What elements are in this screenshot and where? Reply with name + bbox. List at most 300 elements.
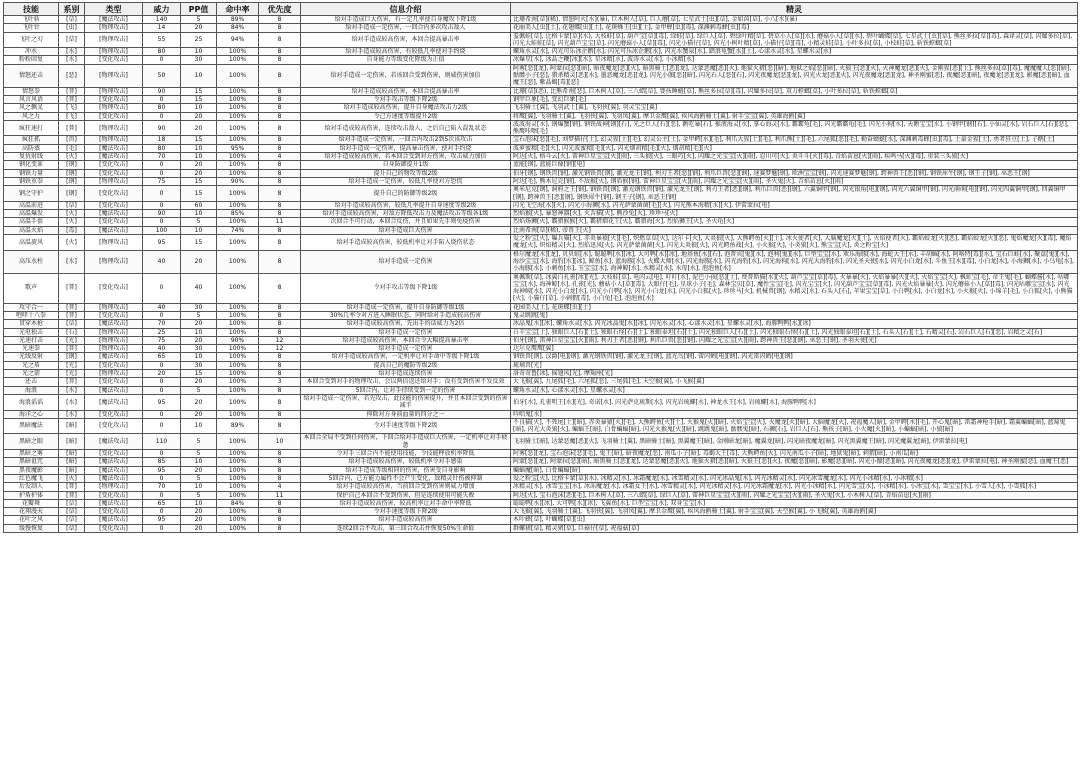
skill-pp: 10 — [181, 104, 217, 112]
skill-description: 给对手造成较高伤害，较低机率令对手感染 — [301, 458, 511, 466]
skill-accuracy: 100% — [217, 474, 259, 482]
skill-power: 90 — [143, 210, 181, 218]
skill-type: [草] — [59, 16, 85, 24]
skill-sprites: 烈焰炀狮[火], 霸猎猴猴[火], 霸猎烟花王[火], 霸猎海[火], 烈焰狮王[火], 圣火龟[火] — [511, 218, 1078, 226]
skill-sprites: 格尔魔龙[水][龙], 贝贝蛙[水], 聪聪鸭[水][冰], 大可鸭[水][冰], 地基鱼[水][石], 泡普宾[鬼][水], 泡利[鬼][水], 巨型宝宝[水], 欢乐海豚[水], 海蛇大王[水], 丰胡鳐[水], 阿咯特[毒][水], 宝石巨蛙[水], 聚盒[鬼][水], 海沙宝宝[水], 海豹[水][冰], 鲸鱼[水], 蓝海豚[水], 火蝶大师[水], 闪光海豚[水], 闪光海豹[水], 闪光海狗[水], 闪光大海豹[水], 闪光圣天使[水], 闪光小白龙[水], 斗鱼王[水][毒], 小白龙[水], 小海狮[水], 小乌龟[水], 小海豚[水], 小刺鱼[水], 玉宝宝[水], 海神鲸[水], 水精灵[水], 水母[水], 泡泡鱼[水] — [511, 250, 1078, 273]
skill-description: 连续2回合不攻击，第三回合攻击并恢复50%生命值 — [301, 524, 511, 532]
skill-accuracy: 100% — [217, 250, 259, 273]
skill-category: [变化攻击] — [85, 410, 143, 418]
skill-accuracy: 100% — [217, 136, 259, 144]
skill-description: 令对手速度等级下降2级 — [301, 508, 511, 516]
skill-pp: 60 — [181, 201, 217, 209]
skill-power: 95 — [143, 516, 181, 524]
skill-sprites: 大飞猴[翼], 飞羽骑士[翼], 飞羽侠[翼], 飞羽凤[翼], 摩卫金鹰[翼], 疾风海鸥骑士[翼], 射手宝宝[翼], 天空猴[翼], 小飞猴[翼], 英雄海鸥[翼] — [511, 508, 1078, 516]
table-row — [4, 410, 1078, 418]
skill-accuracy: 100% — [217, 201, 259, 209]
skill-category: [魔法攻击] — [85, 144, 143, 152]
skill-category: [变化攻击] — [85, 418, 143, 434]
skill-sprites: 钢铁兽[钢], 汉爵[电][钢], 激光钢铁兽[钢], 激光龙王[钢], 蓝光鸟[钢], 雷闪鹤[电][钢], 闪光雷闪鹤[电][钢] — [511, 353, 1078, 361]
skill-description: 次回合不可行动，本回合反伤，并且如果先手则免疫伤害 — [301, 218, 511, 226]
skill-pp: 10 — [181, 418, 217, 434]
skill-description: 给对手造成较高伤害，连续攻击敌人，之后自己陷入混乱状态 — [301, 120, 511, 136]
skill-category: [魔法攻击] — [85, 386, 143, 394]
skill-type: [飞] — [59, 104, 85, 112]
skill-type: [草] — [59, 201, 85, 209]
header-skill: 技能 — [4, 3, 59, 16]
skill-priority: 12 — [259, 345, 301, 353]
skill-name: 高压水柱 — [4, 250, 59, 273]
skill-category: [物理攻击] — [85, 120, 143, 136]
skill-accuracy: 100% — [217, 104, 259, 112]
table-row — [4, 104, 1078, 112]
table-row — [4, 169, 1078, 177]
skill-description: 给对手造成较高伤害 — [301, 516, 511, 524]
skill-power: 0 — [143, 474, 181, 482]
skill-type: [毛] — [59, 144, 85, 152]
skill-power: 0 — [143, 386, 181, 394]
skill-name: 光之箭 — [4, 370, 59, 378]
skill-pp: 20 — [181, 24, 217, 32]
skill-sprites: 波波海灵[水], 钢爆蟹[钢], 钢铁战神[钢][石], 光之巨人[石][恶], 鹅吃暴[石], 猴液海灵[水], 掌心海灵[水], 霸霸龟[毛], 闪光霸霸龟[毛], 闪光小狗[水], 天鹅宝宝[水], 小钢甲[钢][石], 小仙灵[水], 岩石巨人[石][恶], 熊鹰咔嚓[毛] — [511, 120, 1078, 136]
skill-category: [物理攻击] — [85, 32, 143, 48]
skill-category: [物理攻击] — [85, 345, 143, 353]
skill-category: [魔法攻击] — [85, 16, 143, 24]
skill-description: 给对手造成一定伤害，较低几率使对方恐慌 — [301, 177, 511, 185]
skill-name: 护盾护体 — [4, 491, 59, 499]
skill-sprites: 花丽美人[虫][土], 花翅蝶[虫][土], 花斑蛛王[虫][土], 金甲蝉[虫][毒], 深渊刺毒蜂[虫][毒] — [511, 24, 1078, 32]
skill-power: 25 — [143, 328, 181, 336]
skill-priority: 8 — [259, 370, 301, 378]
skill-power: 0 — [143, 491, 181, 499]
skill-type: [暗] — [59, 418, 85, 434]
skill-priority: 8 — [259, 394, 301, 410]
skill-sprites: 群螺猪[草], 精灵猪[草], 巨菇仔[草], 祝福菇[草] — [511, 524, 1078, 532]
skill-accuracy: 89% — [217, 418, 259, 434]
table-row — [4, 112, 1078, 120]
skill-sprites: 爱之粉宝[火], 曝兵猫[火], 赤炎暴猿[火][毛], 炽燃草草[火], 达尔卡[火], 大炎狼[火], 大熊鳄鱼[火][土], 冰火使者[火], 大脑魔龙[火][土], 火焰使者[火], 霸焰蛟龙[火][恶], 霸焰蛟龙[火][恶], 鬼焰魔龙[火][毒], 魔焰魔龙[火], 炽焰精灵[火], 烈焰迅风[火], 闪光萨蒙菌菌[火], 闪光大炎狼[火], 闪光鳄鱼战[火], 小火猴[火], 小炎狼[火], 熊宝宝[火], 炎之粉宝[火] — [511, 235, 1078, 251]
skill-accuracy: 100% — [217, 353, 259, 361]
skill-priority: 8 — [259, 64, 301, 87]
skill-description: 给对手造成连续伤害 — [301, 370, 511, 378]
table-row — [4, 32, 1078, 48]
skill-name: 花叶之风 — [4, 516, 59, 524]
skill-pp: 20 — [181, 336, 217, 344]
skill-accuracy: 100% — [217, 64, 259, 87]
table-row — [4, 95, 1078, 103]
skill-priority: 8 — [259, 418, 301, 434]
skill-sprites: 阿雾[恶][龙], 宝石泡沫[恶][毛], 鬼王[暗], 暗夜魔龙[恶], 南瓜小子[暗], 毒蝎大王[毒], 大熊鳄鱼[火], 闪光南瓜小子[暗], 地狱鬼[暗], 刺猬[暗], 小南瓜[暗] — [511, 450, 1078, 458]
skill-name: 黑暗之雾 — [4, 450, 59, 458]
skill-sprites: 冰晶鬼[水][冰], 螺角水灵[水], 闪光冰晶鬼[水][冰], 闪光水灵[水], 心漾水灵[水], 星螺水灵[水], 海豚鸭鸭[水][冰] — [511, 320, 1078, 328]
skill-name: 还击 — [4, 378, 59, 386]
skill-priority: 8 — [259, 48, 301, 56]
skill-category: [物理攻击] — [85, 250, 143, 273]
skill-category: [变化攻击] — [85, 169, 143, 177]
skill-type: [火] — [59, 474, 85, 482]
skill-power: 65 — [143, 499, 181, 507]
skill-description: 自身能力等级变化降级为正值 — [301, 56, 511, 64]
skill-pp: 10 — [181, 144, 217, 152]
skill-sprites: 阿达[毛], 熊木尼克[钢], 不敌猴[火], 钢盾猴[钢], 雷神巨星宝宝[火][雨], 闪耀之光宝宝[火][雨], 圣火鬼[火], 青焰苗崽[火][雨] — [511, 177, 1078, 185]
skill-type: [钢] — [59, 353, 85, 361]
skill-sprites: 飞羽骑士[翼], 飞羽武士[翼], 飞羽侠[翼], 羽灵宝宝[翼] — [511, 104, 1078, 112]
skill-pp: 40 — [181, 273, 217, 303]
skill-name: 黑暗魔法 — [4, 418, 59, 434]
skill-pp: 15 — [181, 87, 217, 95]
skill-name: 海浪滔滔 — [4, 394, 59, 410]
skill-type: [兽] — [59, 136, 85, 144]
table-row — [4, 378, 1078, 386]
skill-accuracy: 95% — [217, 144, 259, 152]
skill-priority: 8 — [259, 201, 301, 209]
skill-name: 咆哮十八拳 — [4, 311, 59, 319]
skill-name: 粉粉回复 — [4, 56, 59, 64]
skill-type: [钢] — [59, 169, 85, 177]
table-row — [4, 177, 1078, 185]
skill-type: [水] — [59, 410, 85, 418]
skill-type: [钢] — [59, 177, 85, 185]
skill-pp: 5 — [181, 311, 217, 319]
skill-name: 光线反射 — [4, 353, 59, 361]
skill-priority: 8 — [259, 466, 301, 474]
skill-type: [光] — [59, 336, 85, 344]
skill-name: 缓慢恢复 — [4, 524, 59, 532]
skill-description: 给对手造成一定伤害，提升自身防御等级1级 — [301, 303, 511, 311]
skill-name: 高温爆发 — [4, 210, 59, 218]
skill-description: 5回合内，己方能力属性不会产生变化，敌精灵针伤被抑制 — [301, 474, 511, 482]
skill-category: [变化攻击] — [85, 161, 143, 169]
skill-type: [草] — [59, 508, 85, 516]
header-pp: PP值 — [181, 3, 217, 16]
skill-description: 给对手造成较高伤害，提升自身魔法攻击力2级 — [301, 104, 511, 112]
skill-accuracy: 100% — [217, 273, 259, 303]
skill-priority: 8 — [259, 161, 301, 169]
skill-pp: 15 — [181, 136, 217, 144]
skill-description: 给对手造成一定伤害 — [301, 250, 511, 273]
skill-priority: 8 — [259, 328, 301, 336]
skill-category: [物理攻击] — [85, 177, 143, 185]
skill-category: [变化攻击] — [85, 112, 143, 120]
skill-description: 给对手造成一定伤害，一回合内攻击2到5次该攻击 — [301, 136, 511, 144]
skill-category: [变化攻击] — [85, 273, 143, 303]
skill-priority: 8 — [259, 361, 301, 369]
skill-accuracy: 100% — [217, 394, 259, 410]
skill-name: 情怒拳 — [4, 87, 59, 95]
skill-sprites: 阿达[火], 格斗云[火], 雷神巨星宝宝[火][雨], 三头狼[火], 三眼巧[火], 闪耀之光宝宝[火][雨], 忍川可[火], 炎斗斗[火][毒], 青焰苗崽[火][雨], 疾鸣马[火][毒], 重装三头狼[火] — [511, 153, 1078, 161]
skill-description: 给对手造成较高伤害，本回合令大幅提高暴击率 — [301, 336, 511, 344]
skill-pp: 5 — [181, 218, 217, 226]
skill-type: [普] — [59, 378, 85, 386]
skill-power: 65 — [143, 353, 181, 361]
table-row — [4, 370, 1078, 378]
skill-power: 0 — [143, 218, 181, 226]
skill-name: 疯狂速打 — [4, 120, 59, 136]
skill-priority: 8 — [259, 226, 301, 234]
skill-power: 0 — [143, 450, 181, 458]
skill-type: [火] — [59, 210, 85, 218]
skill-description: 本回合受到对手的物理攻击，会以两倍返还给对手；没有受到伤害不发反效 — [301, 378, 511, 386]
skill-power: 75 — [143, 336, 181, 344]
table-row — [4, 218, 1078, 226]
skill-name: 海浪 — [4, 386, 59, 394]
skill-power: 0 — [143, 186, 181, 202]
skill-power: 70 — [143, 483, 181, 491]
skill-accuracy: 100% — [217, 386, 259, 394]
skill-pp: 20 — [181, 410, 217, 418]
skill-name: 后发制人 — [4, 483, 59, 491]
skill-category: [物理攻击] — [85, 87, 143, 95]
skill-description: 本回合全局不受到任何伤害，下回合给对手造成巨大伤害，一定机率让对手疲惫 — [301, 434, 511, 450]
skill-power: 0 — [143, 112, 181, 120]
skill-pp: 30 — [181, 345, 217, 353]
skill-accuracy: 100% — [217, 218, 259, 226]
table-header-row — [4, 3, 1078, 16]
table-row — [4, 210, 1078, 218]
table-row — [4, 201, 1078, 209]
table-row — [4, 386, 1078, 394]
skill-name: 黑夜魔影 — [4, 466, 59, 474]
skill-accuracy: 100% — [217, 120, 259, 136]
skill-pp: 20 — [181, 169, 217, 177]
skill-power: 100 — [143, 226, 181, 234]
table-row — [4, 303, 1078, 311]
skill-sprites: 奥米尼克[钢], 洞府之王[钢], 钢铁兽[钢], 激光钢铁兽[钢], 激光龙王[钢], 利刃王者[恶][钢], 利爪巨兽[恶][钢], 六翼铜甲[钢], 闪光银角[电][钢], 闪光六翼铜甲[钢], 闪光萌萌[电][钢], 闪光四翼铜甲[钢], 四翼铜甲[钢], 跨神兽王[恶][钢], 钢铁犀牛[钢], 钢王子[钢], 巫恶王[钢] — [511, 186, 1078, 202]
skill-pp: 10 — [181, 353, 217, 361]
skill-accuracy: 100% — [217, 524, 259, 532]
skill-pp: 20 — [181, 524, 217, 532]
skill-accuracy: 100% — [217, 370, 259, 378]
skill-pp: 15 — [181, 370, 217, 378]
skill-pp: 20 — [181, 120, 217, 136]
skill-name: 海洋之心 — [4, 410, 59, 418]
skill-name: 高温手套 — [4, 218, 59, 226]
skill-name: 复仇射线 — [4, 153, 59, 161]
skill-sprites: 奥佩斯[草], 冰翼白孔雀[冰][光], 大枝蛙[草], 电闪云[电], 叮叮[水], 泥巴小孩[恶][土], 费普斯猫[水][火], 葫芦宝宝[草][毒], 火暴暴[火], 火焰暴暴[火][火], 火焰宝宝[火], 枫虹宝[毛], 帝王鬼[毛], 蝴蝶酱[水], 咕嘟宝宝[水], 海神鲸[水], 孔雀[光], 蘑菇小人[草][毒], 大眼仔[毛], 星球小子[毛], 森林宝贝[草], 魔性宝宝[毛], 闪光宝宝[火], 闪光葫芦宝宝[草][毒], 闪光火焰暴暴[火], 闪光蘑菇小人[草][毒], 闪光咕嘟宝宝[水], 闪光海神鲸[水], 闪光小白龙[水], 闪光小白鸭[水], 闪光小白龙[水], 闪光小白狐[火], 珍珍马[火], 机械兽[钢], 水精灵[水], 石头人[石], 苹果宝宝[草], 小白鸭[水], 小白龙[水], 小火猴[火], 小绵羊[毛], 小白狐[火], 小熊猫[火], 小猫仔[草], 小刺猬[毒], 小白兔[毛], 泡泡鱼[水] — [511, 273, 1078, 303]
skill-priority: 8 — [259, 112, 301, 120]
skill-type: [石] — [59, 328, 85, 336]
skill-priority: 8 — [259, 410, 301, 418]
skill-accuracy: 100% — [217, 320, 259, 328]
table-row — [4, 161, 1078, 169]
skill-type: [飞] — [59, 112, 85, 120]
skill-description: 30%几率令对方进入睡眠状态，同时给对手造成较高伤害 — [301, 311, 511, 319]
table-row — [4, 87, 1078, 95]
skill-sprites: 吟唱鬼[水] — [511, 410, 1078, 418]
skill-sprites: 冰爆星[水], 冰晶之鞭[冰][水], 星冰精[水], 波涛水灵[水], 小冰精[水] — [511, 56, 1078, 64]
skill-name: 钢铁重拳 — [4, 177, 59, 185]
skill-power: 0 — [143, 95, 181, 103]
skill-priority: 11 — [259, 491, 301, 499]
skill-description: 提升自己的防御等级2级 — [301, 186, 511, 202]
skill-sprites: 飞羽骑士[暗], 达蒙恶魔[恶][火], 飞羽骑士[翼], 黑暗骑士[暗], 黑翼魔王[暗], 金刚暗龙[暗], 魔翼龙[暗], 闪光暗夜魔龙[暗], 闪光黑翼魔王[暗], 闪光魔翼龙[暗], 伊雷蒙拉[电] — [511, 434, 1078, 450]
skill-name: 贯穿木枪 — [4, 320, 59, 328]
table-row — [4, 434, 1078, 450]
skill-power: 0 — [143, 273, 181, 303]
skill-type: [水] — [59, 394, 85, 410]
table-row — [4, 186, 1078, 202]
skill-priority: 8 — [259, 320, 301, 328]
skill-accuracy: 85% — [217, 210, 259, 218]
skill-sprites: 宝石泡沫[恶][毛], 刘梦猫仔[土], 幻灵猩[土][毛], 幻灵公主[土], 金甲鳄[水][毛], 利爪大猩[土][毛], 利爪熊[土][毛], 六尾狐[恶][毛], 勤奋蜻蜓[水], 深渊刺毒蜂[虫][毒], 土豪金猩[土], 勇者狂豆[土], 子鹅[土] — [511, 136, 1078, 144]
skill-priority: 8 — [259, 87, 301, 95]
skill-pp: 5 — [181, 491, 217, 499]
skill-power: 80 — [143, 144, 181, 152]
skill-accuracy: 100% — [217, 235, 259, 251]
skill-category: [魔法攻击] — [85, 474, 143, 482]
skill-sprites: 蝙蝠魔[暗], 白骨蝙蝠[暗] — [511, 466, 1078, 474]
skill-pp: 30 — [181, 303, 217, 311]
skill-accuracy: 100% — [217, 48, 259, 56]
skill-pp: 30 — [181, 56, 217, 64]
skill-type: [暗] — [59, 434, 85, 450]
skill-power: 0 — [143, 169, 181, 177]
skill-category: [魔法攻击] — [85, 394, 143, 410]
skill-power: 50 — [143, 64, 181, 87]
skill-description: 给对手造成巨大伤害 — [301, 226, 511, 234]
skill-pp: 20 — [181, 508, 217, 516]
skill-accuracy: 100% — [217, 345, 259, 353]
skill-sprites: 伯牙[钢], 雷神巨星宝宝[火][雨], 利刃王者[恶][钢], 利爪巨兽[恶][钢], 闪耀之光宝宝[火][雨], 跨神兽王[恶][钢], 巫恶王[钢], 圣羽天使[光] — [511, 336, 1078, 344]
skill-priority: 8 — [259, 120, 301, 136]
skill-pp: 20 — [181, 320, 217, 328]
skill-accuracy: 84% — [217, 499, 259, 507]
skill-description: 给对手造成较高伤害，较低机率让对手陷入烧伤状态 — [301, 235, 511, 251]
skill-accuracy: 100% — [217, 516, 259, 524]
skill-type: [水] — [59, 48, 85, 56]
table-row — [4, 353, 1078, 361]
skill-priority: 8 — [259, 144, 301, 152]
skill-description: 给对手造成较高伤害，先出手的话威力为2倍 — [301, 320, 511, 328]
skill-description: 给对手造成一定伤害 — [301, 345, 511, 353]
skill-power: 14 — [143, 24, 181, 32]
skill-description: 5回合内，让对手持续受到一定的伤害 — [301, 386, 511, 394]
skill-description: 提升自己的物攻等级2级 — [301, 169, 511, 177]
skill-priority: 8 — [259, 186, 301, 202]
skill-type: [火] — [59, 235, 85, 251]
skill-name: 飞叶之刃 — [4, 32, 59, 48]
skill-accuracy: 89% — [217, 16, 259, 24]
skill-name: 情怒还击 — [4, 64, 59, 87]
skill-accuracy: 100% — [217, 434, 259, 450]
skill-power: 95 — [143, 466, 181, 474]
skill-name: 钢化变革 — [4, 161, 59, 169]
skill-power: 0 — [143, 508, 181, 516]
table-row — [4, 320, 1078, 328]
skill-description: 给对手造成较高伤害，一定机率让对手命中等级下降1级 — [301, 353, 511, 361]
skill-name: 高温火焰 — [4, 226, 59, 234]
skill-priority: 4 — [259, 483, 301, 491]
skill-sprites: 伯牙[钢], 钢铁兽[钢], 激光钢铁兽[钢], 激光龙王[钢], 利刃王者[恶][钢], 利爪巨兽[恶][钢], 速赛梦魅[钢], 欧洲宝宝[钢], 闪光速赛梦魅[钢], 跨神兽王[恶][钢], 钢铁犀牛[钢], 钢王子[钢], 巫恶王[钢] — [511, 169, 1078, 177]
skill-power: 40 — [143, 345, 181, 353]
skill-category: [变化攻击] — [85, 491, 143, 499]
skill-name: 飞叶斩 — [4, 16, 59, 24]
skill-priority: 8 — [259, 311, 301, 319]
skill-name: 光速拳 — [4, 345, 59, 353]
table-row — [4, 458, 1078, 466]
skill-pp: 10 — [181, 458, 217, 466]
skill-type: [草] — [59, 524, 85, 532]
skill-sprites: 波萝蜜精[毛][火], 闪光波蜜精[毛][火], 闪光烟胡精[毛][火], 烟胡精[毛][火] — [511, 144, 1078, 152]
skill-accuracy: 100% — [217, 508, 259, 516]
table-row — [4, 499, 1078, 507]
skill-sprites: 伯牙[水], 孔雀明王[水][光], 奇诺[水], 闪光萨克琉斯[水], 闪光岩琉螺[水], 神龙水王[水], 岩琉螺[水], 海豚鸭鸭[水] — [511, 394, 1078, 410]
skill-category: [物理攻击] — [85, 24, 143, 32]
skill-name: 钢铁力量 — [4, 169, 59, 177]
skill-accuracy: 100% — [217, 112, 259, 120]
skill-name: 花翔漫天 — [4, 508, 59, 516]
skill-type: [草] — [59, 32, 85, 48]
skill-description: 保护自己本回合不受到伤害，但是连续使用可能失败 — [301, 491, 511, 499]
skill-description: 给对手造成较高伤害，本回合提高暴击率 — [301, 87, 511, 95]
skill-priority: 8 — [259, 250, 301, 273]
skill-sprites: 将鹰[翼], 飞羽骑士[翼], 飞羽侠[翼], 飞羽凤[翼], 摩卫金鹰[翼], 疾风海鸥骑士[翼], 射手宝宝[翼], 英雄海鸥[翼] — [511, 112, 1078, 120]
table-row — [4, 250, 1078, 273]
skill-name: 钢之守护 — [4, 186, 59, 202]
skill-category: [物理攻击] — [85, 235, 143, 251]
table-row — [4, 120, 1078, 136]
skill-sprites: 烈焰猴[火], 暴怒神器[火], 火舌猫[火], 熊沙兔[火], 珍珍马[火] — [511, 210, 1078, 218]
skill-accuracy: 100% — [217, 328, 259, 336]
skill-priority: 8 — [259, 169, 301, 177]
skill-pp: 5 — [181, 16, 217, 24]
skill-type: [普] — [59, 345, 85, 353]
skill-priority: 8 — [259, 516, 301, 524]
skill-pp: 15 — [181, 95, 217, 103]
header-sprites: 精灵 — [511, 3, 1078, 16]
skill-type: [钢] — [59, 186, 85, 202]
skill-power: 110 — [143, 434, 181, 450]
skill-category: [物理攻击] — [85, 483, 143, 491]
table-row — [4, 328, 1078, 336]
skill-type: [光] — [59, 361, 85, 369]
table-row — [4, 64, 1078, 87]
skill-accuracy: 100% — [217, 378, 259, 386]
skill-sprites: 冰精灵[水], 冰雪宝宝[水], 冰冻魔龙[水], 冰霜女王[水], 冰雪精灵[水], 闪光冰精灵[水], 闪光冰霜魔龙[水], 闪光小冰精[水], 闪光雪宝[水], 小冰精[水], 小冰宝[水], 雪宝宝[水], 小雪人[水], 小雪狐[水] — [511, 483, 1078, 491]
skill-power: 40 — [143, 250, 181, 273]
skill-sprites: 木叶蜂[草], 叶蝴蝶[草][虫] — [511, 516, 1078, 524]
table-row — [4, 474, 1078, 482]
skill-category: [变化攻击] — [85, 361, 143, 369]
skill-description: 给对手造成较高伤害，较低几率提升自身速度等级2级 — [301, 201, 511, 209]
skill-description: 给对手造成较高伤害，有较低几率使对手约烧 — [301, 48, 511, 56]
skill-type: [光] — [59, 370, 85, 378]
skill-sprites: 比珊[草](恶), 比熊希南[恶], 巨木树人[草], 三八蜡[草], 婴孩睡蜷[草], 熊丝多拉[草][毒], 闪耀多拉[草], 双刀螳螂[草], 小叶多拉[草], 斩铁螳螂[草] — [511, 87, 1078, 95]
skill-sprites: 蓝能[钢], 蓝能巨像[钢][电] — [511, 161, 1078, 169]
header-accuracy: 命中率 — [217, 3, 259, 16]
skill-description: 给对手造成较高伤害，较高机率让对手命中率降低 — [301, 499, 511, 507]
skill-category: [变化攻击] — [85, 450, 143, 458]
skill-pp: 20 — [181, 516, 217, 524]
skill-sprites: 阿达[火], 宝石泡沫[恶][毛], 巨木树人[草], 三八蜡[草], 绿巨人[草], 雷神巨星宝宝[火][雨], 闪耀之光宝宝[火][雨], 圣火鬼[火], 小木树人[草], 青焰苗崽[火][雨] — [511, 491, 1078, 499]
table-row — [4, 483, 1078, 491]
skill-power: 0 — [143, 201, 181, 209]
skill-accuracy: 100% — [217, 491, 259, 499]
skill-pp: 10 — [181, 483, 217, 491]
skill-description: 给对手造成一定伤害，一回合内多次攻击敌人 — [301, 24, 511, 32]
header-description: 信息介绍 — [301, 3, 511, 16]
skill-priority: 8 — [259, 104, 301, 112]
skill-type: [虫] — [59, 24, 85, 32]
skill-accuracy: 100% — [217, 161, 259, 169]
table-row — [4, 144, 1078, 152]
skill-power: 18 — [143, 136, 181, 144]
skill-priority: 8 — [259, 508, 301, 516]
skill-category: [变化攻击] — [85, 218, 143, 226]
skill-accuracy: 100% — [217, 361, 259, 369]
skill-power: 85 — [143, 458, 181, 466]
skill-sprites: 达尔克鹰鹰[翼] — [511, 345, 1078, 353]
skill-power: 95 — [143, 235, 181, 251]
